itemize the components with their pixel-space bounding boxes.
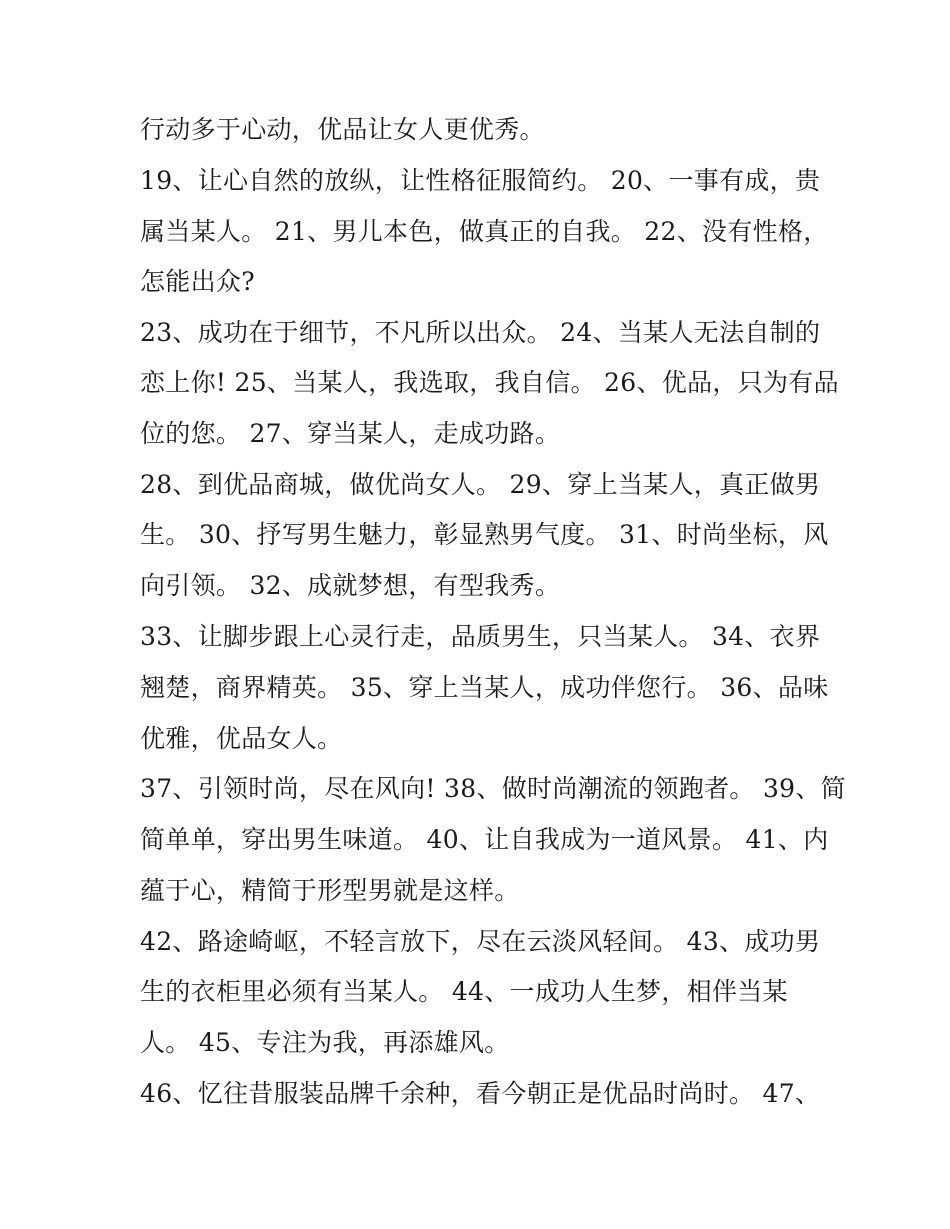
- text-line: 生。 30、抒写男生魅力，彰显熟男气度。 31、时尚坐标，风: [140, 520, 829, 549]
- text-line: 37、引领时尚，尽在风向! 38、做时尚潮流的领跑者。 39、简: [140, 774, 846, 803]
- text-line: 19、让心自然的放纵，让性格征服简约。 20、一事有成，贵: [140, 166, 821, 195]
- text-line: 33、让脚步跟上心灵行走，品质男生，只当某人。 34、衣界: [140, 622, 821, 651]
- text-line: 属当某人。 21、男儿本色，做真正的自我。 22、没有性格，: [140, 217, 829, 246]
- text-line: 46、忆往昔服装品牌千余种，看今朝正是优品时尚时。 47、: [140, 1079, 821, 1108]
- text-line: 简单单，穿出男生味道。 40、让自我成为一道风景。 41、内: [140, 825, 829, 854]
- text-line: 42、路途崎岖，不轻言放下，尽在云淡风轻间。 43、成功男: [140, 927, 821, 956]
- text-line: 向引领。 32、成就梦想，有型我秀。: [140, 571, 561, 600]
- text-line: 人。 45、专注为我，再添雄风。: [140, 1028, 510, 1057]
- text-line: 23、成功在于细节，不凡所以出众。 24、当某人无法自制的: [140, 318, 821, 347]
- text-line: 蕴于心，精简于形型男就是这样。: [140, 876, 520, 905]
- text-line: 28、到优品商城，做优尚女人。 29、穿上当某人，真正做男: [140, 470, 821, 499]
- text-line: 翘楚，商界精英。 35、穿上当某人，成功伴您行。 36、品味: [140, 673, 829, 702]
- text-line: 恋上你! 25、当某人，我选取，我自信。 26、优品，只为有品: [140, 368, 839, 397]
- text-line: 位的您。 27、穿当某人，走成功路。: [140, 419, 561, 448]
- text-line: 怎能出众?: [140, 267, 255, 296]
- text-line: 生的衣柜里必须有当某人。 44、一成功人生梦，相伴当某: [140, 977, 788, 1006]
- text-line: 优雅，优品女人。: [140, 724, 343, 753]
- text-line: 行动多于心动，优品让女人更优秀。: [140, 115, 545, 144]
